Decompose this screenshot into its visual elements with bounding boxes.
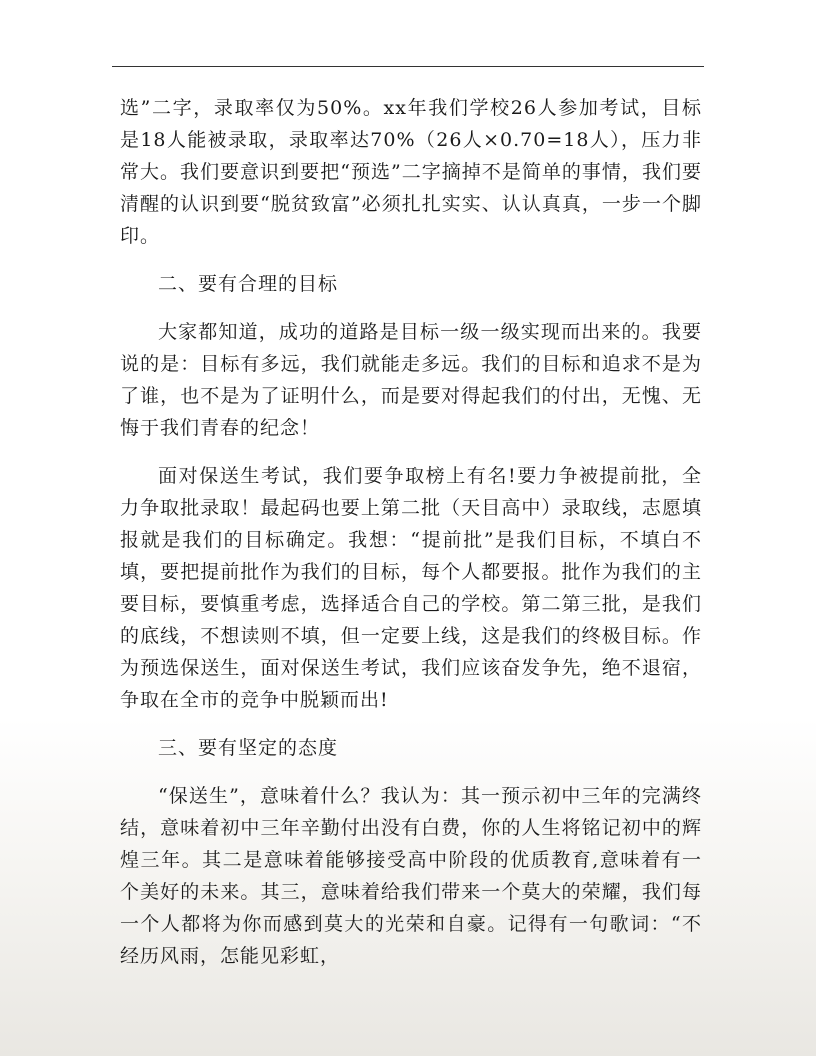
paragraph-goals: 大家都知道，成功的道路是目标一级一级实现而出来的。我要说的是：目标有多远，我们就能走多远。我们的目标和追求不是为了谁，也不是为了证明什么，而是要对得起我们的付出，无愧、无悔于我们青春的纪念！ bbox=[120, 321, 702, 439]
header-rule bbox=[112, 66, 704, 67]
paragraph-exam: 面对保送生考试，我们要争取榜上有名!要力争被提前批，全力争取批录取！最起码也要上第二批（天目高中）录取线，志愿填报就是我们的目标确定。我想：“提前批”是我们目标，不填白不填，要把提前批作为我们的目标，每个人都要报。批作为我们的主要目标，要慎重考虑，选择适合自己的学校。第二第三批，是我们的底线，不想读则不填，但一定要上线，这是我们的终极目标。作为预选保送生，面对保送生考试，我们应该奋发争先，绝不退宿，争取在全市的竞争中脱颖而出! bbox=[120, 465, 702, 711]
paragraph-continuation: 选”二字，录取率仅为50%。xx年我们学校26人参加考试，目标是18人能被录取，录取率达70%（26人×0.70=18人），压力非常大。我们要意识到要把“预选”二字摘掉不是简单的事情，我们要清醒的认识到要“脱贫致富”必须扎扎实实、认认真真，一步一个脚印。 bbox=[120, 97, 702, 247]
document-body bbox=[120, 92, 702, 988]
section-heading-2: 二、要有合理的目标 bbox=[158, 273, 339, 295]
paragraph-attitude: “保送生”，意味着什么？我认为：其一预示初中三年的完满终结，意味着初中三年辛勤付出没有白费，你的人生将铭记初中的辉煌三年。其二是意味着能够接受高中阶段的优质教育,意味着有一个美好的未来。其三，意味着给我们带来一个莫大的荣耀，我们每一个人都将为你而感到莫大的光荣和自豪。记得有一句歌词：“不经历风雨，怎能见彩虹， bbox=[120, 785, 702, 967]
section-heading-3: 三、要有坚定的态度 bbox=[158, 737, 339, 759]
